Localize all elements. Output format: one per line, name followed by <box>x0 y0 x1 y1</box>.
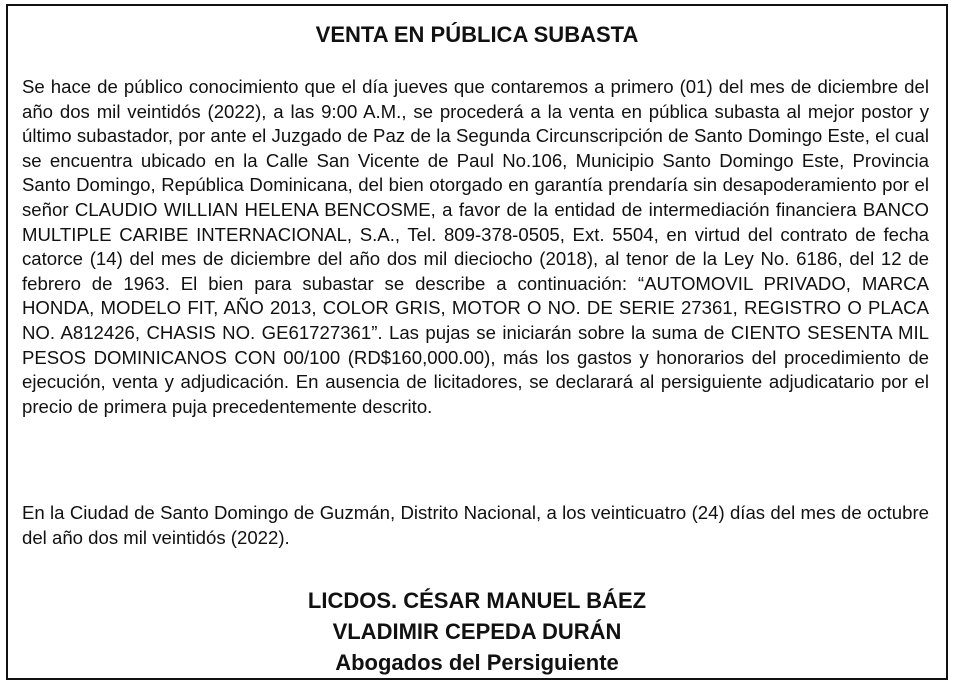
signature-block <box>8 585 946 678</box>
signature-line-lawyer-1: LICDOS. CÉSAR MANUEL BÁEZ <box>307 588 647 613</box>
signature-line-role: Abogados del Persiguiente <box>335 650 619 675</box>
legal-notice-box <box>6 4 948 680</box>
date-place-paragraph: En la Ciudad de Santo Domingo de Guzmán, Distrito Nacional, a los veinticuatro (24) días del mes de octubre del año dos mil veintidós (2022). <box>22 502 929 548</box>
auction-details-paragraph: Se hace de público conocimiento que el día jueves que contaremos a primero (01) del mes de diciembre del año dos mil veintidós (2022), a las 9:00 A.M., se procederá a la venta en pública subasta al mejor postor y último subastador, por ante el Juzgado de Paz de la Segunda Circunscripción de Santo Domingo Este, el cual se encuentra ubicado en la Calle San Vicente de Paul No.106, Municipio Santo Domingo Este, Provincia Santo Domingo, República Dominicana, del bien otorgado en garantía prendaría sin desapoderamiento por el señor CLAUDIO WILLIAN HELENA BENCOSME, a favor de la entidad de intermediación financiera BANCO MULTIPLE CARIBE INTERNACIONAL, S.A., Tel. 809-378-0505, Ext. 5504, en virtud del contrato de fecha catorce (14) del mes de diciembre del año dos mil dieciocho (2018), al tenor de la Ley No. 6186, del 12 de febrero de 1963. El bien para subastar se describe a continuación: “AUTOMOVIL PRIVADO, MARCA HONDA, MODELO FIT, AÑO 2013, COLOR GRIS, MOTOR O NO. DE SERIE 27361, REGISTRO O PLACA NO. A812426, CHASIS NO. GE61727361”. Las pujas se iniciarán sobre la suma de CIENTO SESENTA MIL PESOS DOMINICANOS CON 00/100 (RD$160,000.00), más los gastos y honorarios del procedimiento de ejecución, venta y adjudicación. En ausencia de licitadores, se declarará al persiguiente adjudicatario por el precio de primera puja precedentemente descrito. <box>22 76 929 417</box>
signature-line-lawyer-2: VLADIMIR CEPEDA DURÁN <box>332 619 622 644</box>
notice-title: VENTA EN PÚBLICA SUBASTA <box>315 22 639 47</box>
